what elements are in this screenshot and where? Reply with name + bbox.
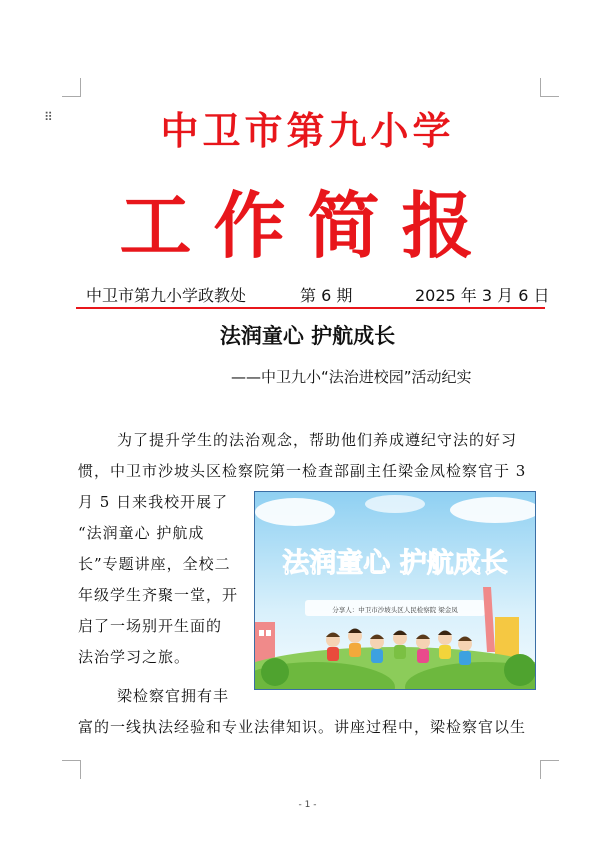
department-label: 中卫市第九小学政教处 xyxy=(86,286,247,305)
para1-line2: 惯，中卫市沙坡头区检察院第一检查部副主任梁金凤检察官于 3 xyxy=(78,462,527,480)
para1-line8: 法治学习之旅。 xyxy=(78,648,191,666)
header-divider xyxy=(76,307,545,309)
article-title: 法润童心 护航成长 xyxy=(219,324,396,348)
page-number: - 1 - xyxy=(298,800,317,810)
para1-line1: 为了提升学生的法治观念，帮助他们养成遵纪守法的好习 xyxy=(117,431,518,449)
newsletter-title: 工作简报 xyxy=(119,183,496,268)
school-name: 中卫市第九小学 xyxy=(160,108,455,153)
issue-date: 2025 年 3 月 6 日 xyxy=(415,286,550,305)
margin-corner-top-left xyxy=(62,78,81,97)
article-subtitle: ——中卫九小“法治进校园”活动纪实 xyxy=(231,368,472,386)
lecture-banner-image xyxy=(254,491,536,690)
para1-line3: 月 5 日来我校开展了 xyxy=(78,493,229,511)
banner-title: 法润童心 护航成长 xyxy=(282,548,508,579)
para2-line1: 梁检察官拥有丰 xyxy=(117,687,230,705)
issue-number: 第 6 期 xyxy=(300,286,353,305)
margin-corner-bottom-right xyxy=(540,760,559,779)
para1-line4: “法润童心 护航成 xyxy=(78,524,205,542)
drag-handle-icon[interactable]: ⠿ xyxy=(44,110,54,124)
margin-corner-bottom-left xyxy=(62,760,81,779)
margin-corner-top-right xyxy=(540,78,559,97)
para1-line7: 启了一场别开生面的 xyxy=(78,617,223,635)
banner-presenter: 分享人：中卫市沙坡头区人民检察院 梁金凤 xyxy=(332,606,458,614)
para1-line6: 年级学生齐聚一堂，开 xyxy=(78,586,239,604)
para2-line2: 富的一线执法经验和专业法律知识。讲座过程中，梁检察官以生 xyxy=(78,718,527,736)
para1-line5: 长”专题讲座，全校二 xyxy=(78,555,231,573)
